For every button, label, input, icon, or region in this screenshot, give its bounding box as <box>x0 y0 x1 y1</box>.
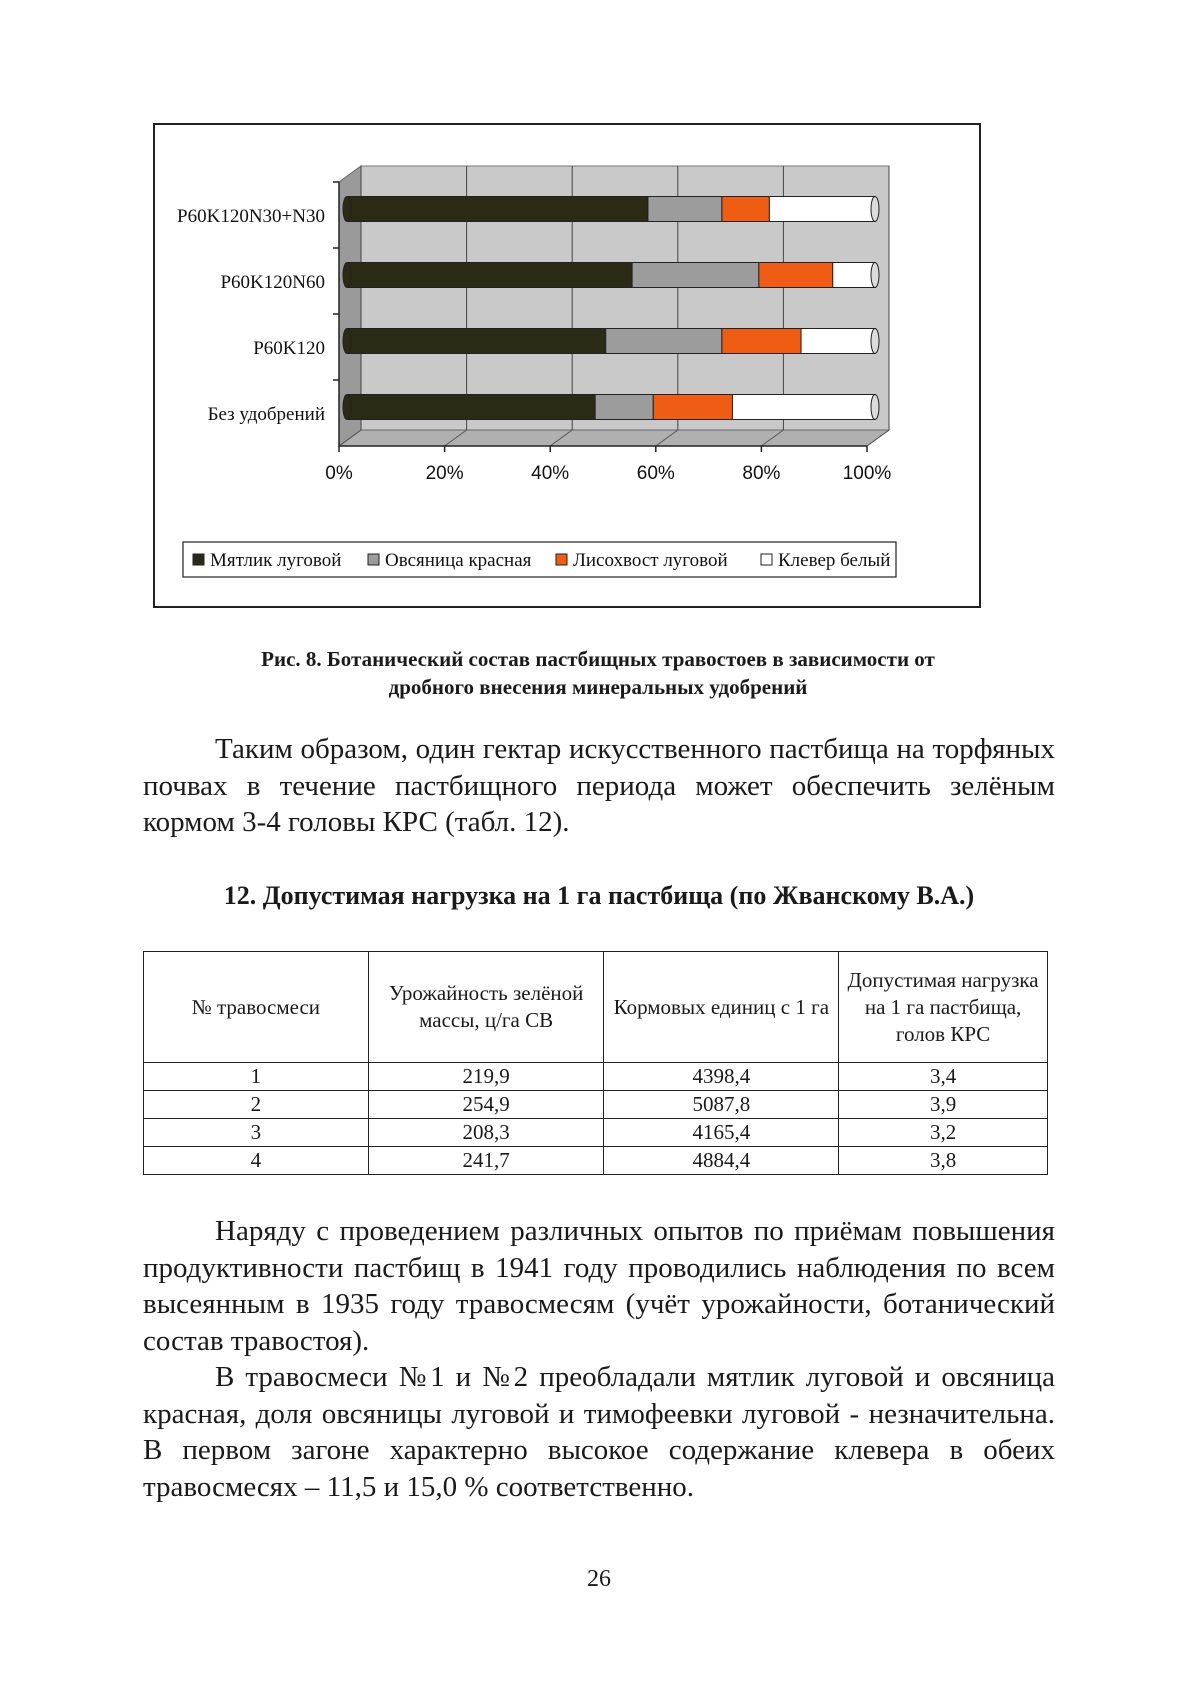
table-row <box>144 1147 1048 1175</box>
bar-cap-left <box>343 395 351 420</box>
x-tick-label: 40% <box>531 463 570 484</box>
table-header-row <box>144 952 1048 1063</box>
bar-segment <box>653 395 732 420</box>
header-load: Допустимая нагрузка на 1 га пастбища, голов КРС <box>839 952 1048 1063</box>
table-cell: 208,3 <box>368 1119 604 1147</box>
table-cell: 254,9 <box>368 1091 604 1119</box>
header-mix-number: № травосмеси <box>144 952 369 1063</box>
table-cell: 241,7 <box>368 1147 604 1175</box>
bar-segment <box>722 329 801 354</box>
chart-frame <box>153 123 981 608</box>
paragraph-1-text: Таким образом, один гектар искусственного пастбища на торфяных почвах в течение пастбищного периода может обеспечить зелёным кормом 3-4 головы КРС (табл. 12). <box>143 733 1055 838</box>
header-yield: Урожайность зелёной массы, ц/га СВ <box>368 952 604 1063</box>
figure-caption <box>153 645 1043 701</box>
legend-label: Клевер белый <box>778 550 891 571</box>
bar-segment <box>606 329 722 354</box>
legend-swatch <box>556 554 567 565</box>
table-cell: 5087,8 <box>604 1091 839 1119</box>
table-cell: 3,4 <box>839 1063 1048 1091</box>
bar-cap-right <box>871 329 879 354</box>
stacked-bar-chart <box>155 125 979 606</box>
table-cell: 4 <box>144 1147 369 1175</box>
category-label: P60K120 <box>253 338 325 359</box>
bar-segment <box>347 329 606 354</box>
table-cell: 3 <box>144 1119 369 1147</box>
table-row <box>144 1091 1048 1119</box>
bar-cap-right <box>871 395 879 420</box>
table-cell: 4884,4 <box>604 1147 839 1175</box>
paragraph-3 <box>143 1359 1055 1505</box>
legend-label: Лисохвост луговой <box>573 550 728 571</box>
legend-swatch <box>368 554 379 565</box>
x-tick-label: 100% <box>842 463 892 484</box>
bar-segment <box>759 263 833 288</box>
bar-cap-right <box>871 263 879 288</box>
table-row <box>144 1063 1048 1091</box>
chart-floor <box>339 430 889 446</box>
category-label: Без удобрений <box>207 404 325 425</box>
bar-segment <box>722 197 770 222</box>
x-tick-label: 0% <box>325 463 353 484</box>
page-number: 26 <box>587 1566 611 1592</box>
legend-label: Овсяница красная <box>385 550 532 571</box>
header-feed-units: Кормовых единиц с 1 га <box>604 952 839 1063</box>
table-cell: 3,2 <box>839 1119 1048 1147</box>
x-tick-label: 60% <box>636 463 675 484</box>
table-row <box>144 1119 1048 1147</box>
bar-segment <box>347 197 648 222</box>
x-tick-label: 20% <box>425 463 464 484</box>
bar-segment <box>769 197 875 222</box>
bar-segment <box>347 263 632 288</box>
bar-cap-left <box>343 329 351 354</box>
bar-segment <box>347 395 595 420</box>
table-cell: 219,9 <box>368 1063 604 1091</box>
bar-segment <box>595 395 653 420</box>
caption-line-1: Рис. 8. Ботанический состав пастбищных травостоев в зависимости от <box>261 647 935 671</box>
table-cell: 3,9 <box>839 1091 1048 1119</box>
bar-segment <box>632 263 759 288</box>
bar-segment <box>648 197 722 222</box>
table-cell: 4165,4 <box>604 1119 839 1147</box>
bar-cap-left <box>343 263 351 288</box>
table-cell: 2 <box>144 1091 369 1119</box>
caption-line-2: дробного внесения минеральных удобрений <box>388 675 808 699</box>
paragraph-1 <box>143 731 1055 841</box>
table-cell: 4398,4 <box>604 1063 839 1091</box>
bar-cap-right <box>871 197 879 222</box>
x-tick-label: 80% <box>742 463 781 484</box>
category-label: P60K120N30+N30 <box>177 206 325 227</box>
table-cell: 3,8 <box>839 1147 1048 1175</box>
legend-swatch <box>761 554 772 565</box>
paragraph-2 <box>143 1213 1055 1359</box>
paragraph-2-text: Наряду с проведением различных опытов по приёмам повышения продуктивности пастбищ в 1941 году проводились наблюдения по всем высеянным в 1935 году травосмесям (учёт урожайности, ботанический состав травостоя). <box>143 1215 1055 1357</box>
category-label: P60K120N60 <box>220 272 325 293</box>
data-table <box>143 951 1048 1175</box>
bar-cap-left <box>343 197 351 222</box>
legend-label: Мятлик луговой <box>210 550 342 571</box>
paragraph-3-text: В травосмеси №1 и №2 преобладали мятлик луговой и овсяница красная, доля овсяницы луговой и тимофеевки луговой - незначительна. В первом загоне характерно высокое содержание клевера в обеих травосмесях – 11,5 и 15,0 % соответственно. <box>143 1361 1055 1503</box>
table-title: 12. Допустимая нагрузка на 1 га пастбища (по Жванскому В.А.) <box>223 881 975 910</box>
bar-segment <box>801 329 875 354</box>
table-cell: 1 <box>144 1063 369 1091</box>
legend-swatch <box>193 554 204 565</box>
bar-segment <box>732 395 875 420</box>
bar-segment <box>833 263 875 288</box>
